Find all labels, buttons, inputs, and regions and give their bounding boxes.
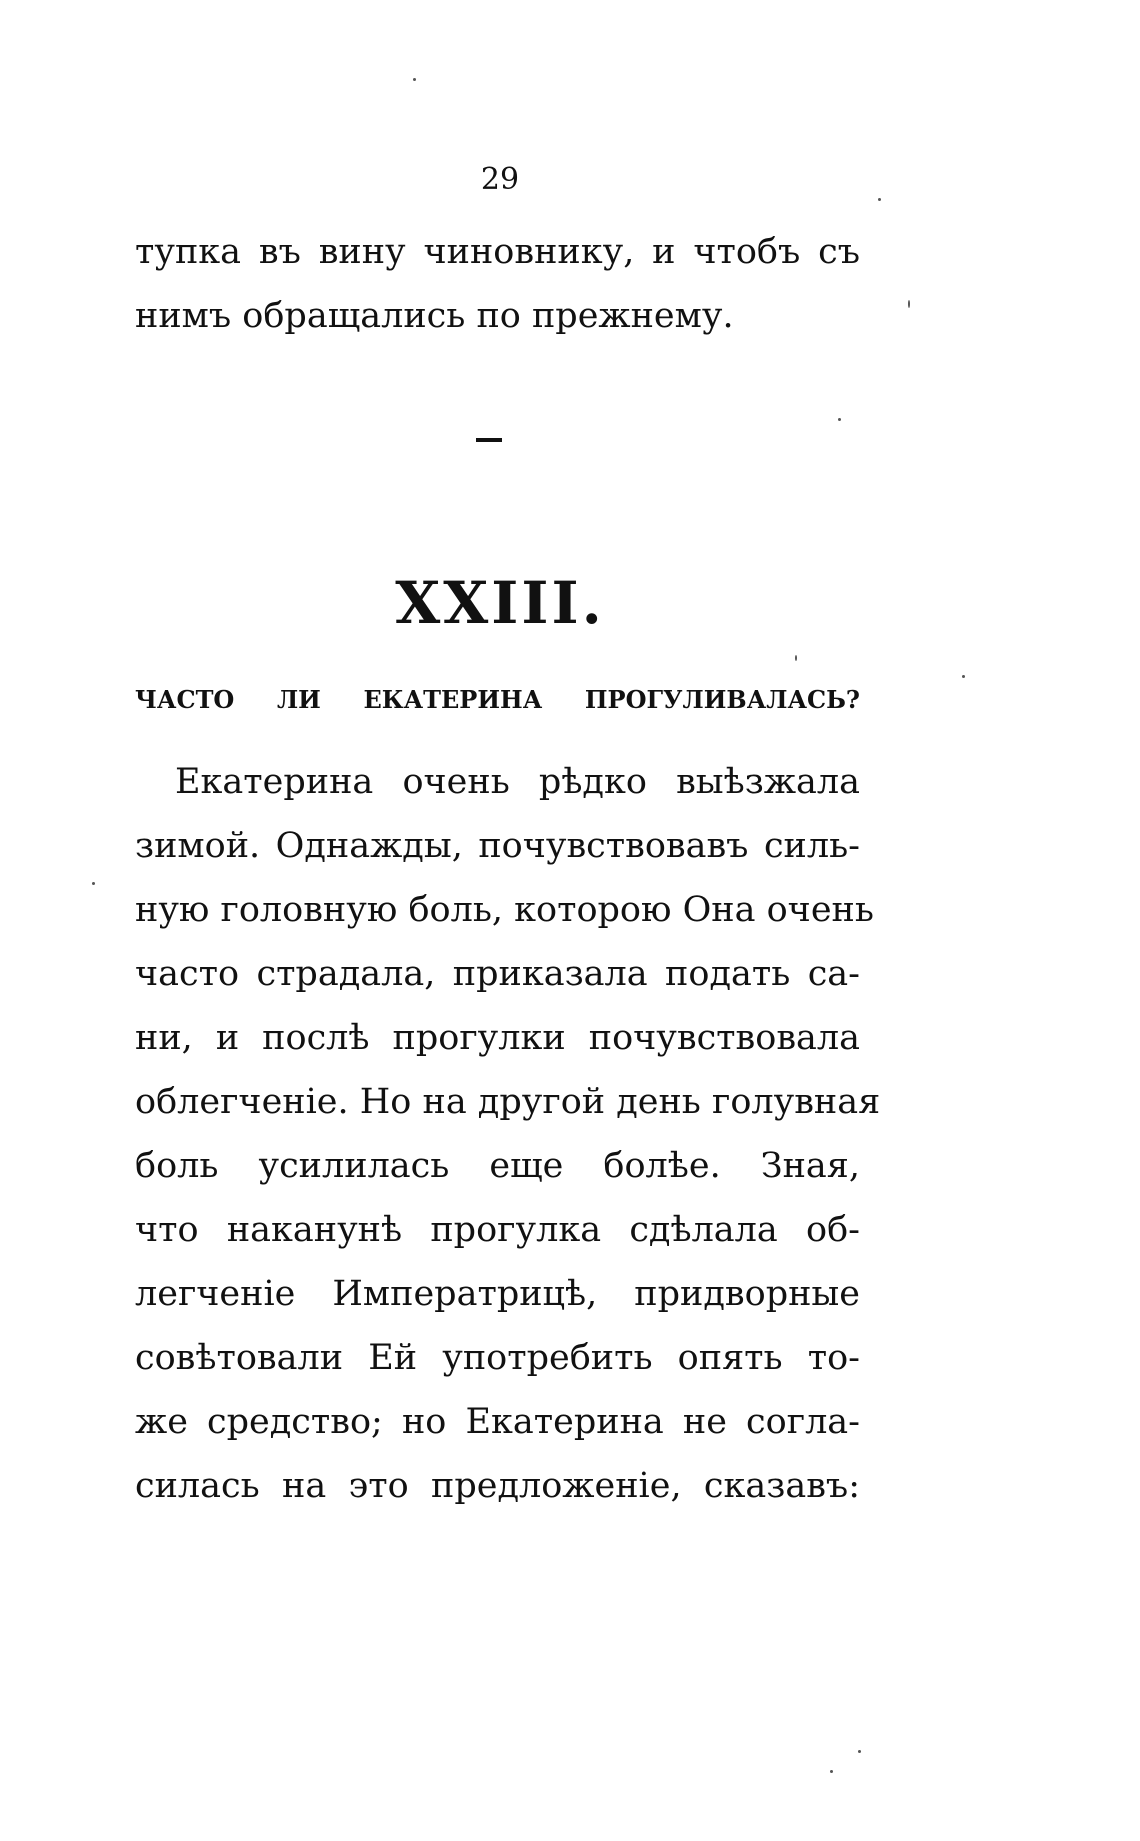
body-line-8: что наканунѣ прогулка сдѣлала об-: [135, 1210, 860, 1250]
scan-speck: [795, 655, 797, 661]
body-line-12: силась на это предложеніе, сказавъ:: [135, 1466, 860, 1506]
body-line-1: Екатерина очень рѣдко выѣзжала: [175, 762, 860, 802]
scan-speck: [830, 1770, 833, 1773]
chapter-title: ЧАСТО ЛИ ЕКАТЕРИНА ПРОГУЛИВАЛАСЬ?: [135, 685, 860, 714]
scan-speck: [858, 1750, 861, 1753]
body-line-5: ни, и послѣ прогулки почувствовала: [135, 1018, 860, 1058]
body-line-4: часто страдала, приказала подать са-: [135, 954, 860, 994]
scan-speck: [962, 675, 965, 678]
scan-speck: [878, 198, 881, 201]
page-number: 29: [480, 162, 520, 197]
body-line-7: боль усилилась еще болѣе. Зная,: [135, 1146, 860, 1186]
scan-speck: [413, 78, 416, 81]
chapter-numeral: XXIII.: [395, 569, 605, 637]
scan-speck: [92, 882, 95, 885]
body-line-11: же средство; но Екатерина не согла-: [135, 1402, 860, 1442]
body-line-3: ную головную боль, которою Она очень: [135, 890, 874, 930]
section-separator: [476, 438, 502, 442]
continuation-line-1: тупка въ вину чиновнику, и чтобъ съ: [135, 232, 860, 272]
body-line-10: совѣтовали Ей употребить опять то-: [135, 1338, 860, 1378]
body-line-6: облегченіе. Но на другой день голувная: [135, 1082, 881, 1122]
body-line-2: зимой. Однажды, почувствовавъ силь-: [135, 826, 860, 866]
body-line-9: легченіе Императрицѣ, придворные: [135, 1274, 860, 1314]
scan-speck: [838, 418, 841, 421]
scan-speck: [908, 300, 910, 308]
continuation-line-2: нимъ обращались по прежнему.: [135, 296, 734, 336]
